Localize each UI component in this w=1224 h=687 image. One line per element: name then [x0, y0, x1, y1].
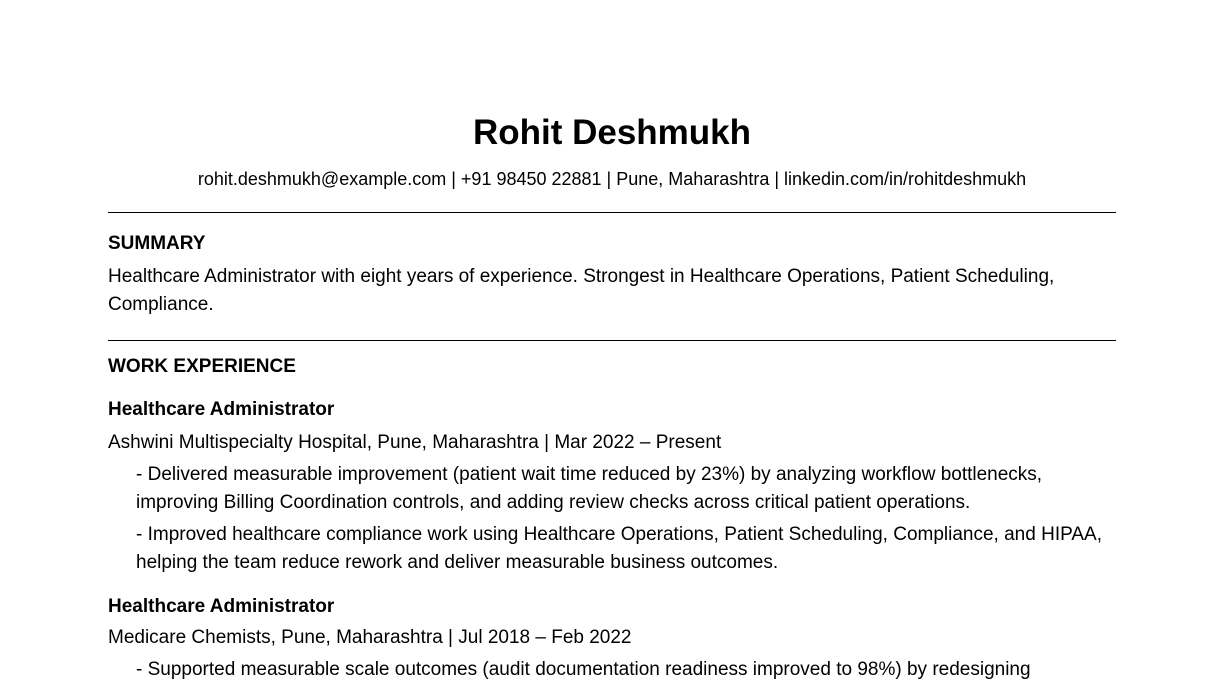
job-bullet: - Supported measurable scale outcomes (audit documentation readiness improved to 98%) by redesigning: [136, 659, 1031, 680]
job-title: Healthcare Administrator: [108, 399, 335, 420]
divider: [108, 212, 1116, 213]
divider: [108, 340, 1116, 341]
work-experience-heading: WORK EXPERIENCE: [108, 356, 296, 377]
job-bullet: - Improved healthcare compliance work using Healthcare Operations, Patient Scheduling, Compliance, and HIPAA, helping the team reduce rework and deliver measurable business outcomes.: [136, 524, 1102, 573]
job-employer-dates: Medicare Chemists, Pune, Maharashtra | Jul 2018 – Feb 2022: [108, 627, 632, 648]
job-employer-dates: Ashwini Multispecialty Hospital, Pune, Maharashtra | Mar 2022 – Present: [108, 432, 722, 453]
job-title: Healthcare Administrator: [108, 596, 335, 617]
job-bullet: - Delivered measurable improvement (patient wait time reduced by 23%) by analyzing workflow bottlenecks, improving Billing Coordination controls, and adding review checks across critical patient operations.: [136, 464, 1043, 513]
summary-heading: SUMMARY: [108, 233, 206, 254]
contact-line: rohit.deshmukh@example.com | +91 98450 22881 | Pune, Maharashtra | linkedin.com/in/rohitdeshmukh: [197, 169, 1027, 189]
candidate-name: Rohit Deshmukh: [472, 113, 752, 152]
summary-text: Healthcare Administrator with eight years of experience. Strongest in Healthcare Operations, Patient Scheduling, Compliance.: [108, 266, 1055, 315]
